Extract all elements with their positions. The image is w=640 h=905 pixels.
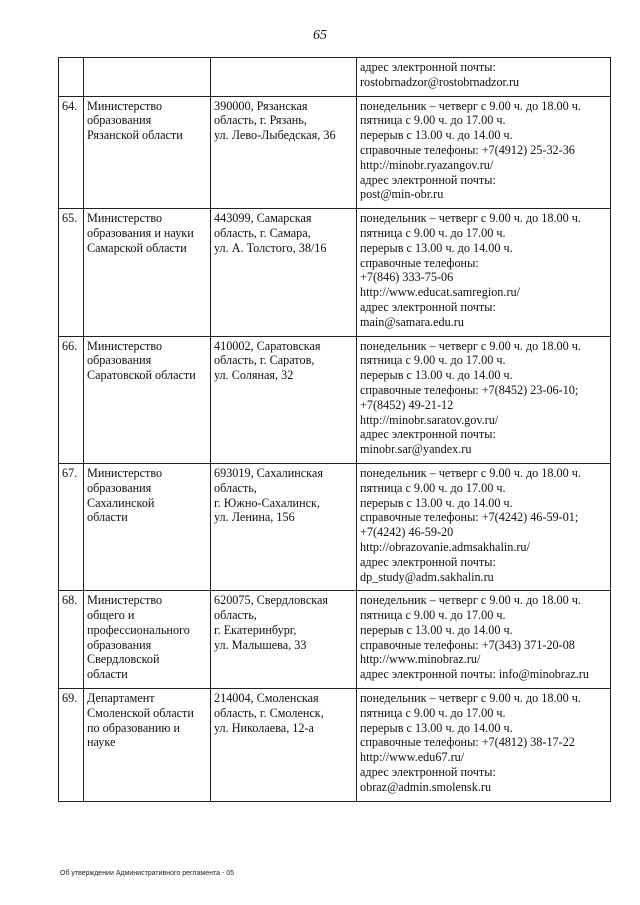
agency-name-line: Департамент	[87, 691, 155, 706]
agency-name-line: Министерство	[87, 465, 163, 480]
cell-name	[84, 336, 211, 463]
contact-line: post@min-obr.ru	[360, 187, 444, 202]
agency-name-line: Министерство	[87, 593, 163, 608]
cell-contacts	[357, 96, 611, 209]
address-line: ул. А. Толстого, 38/16	[214, 240, 327, 255]
contact-line: справочные телефоны:	[360, 255, 479, 270]
agency-name-line: Министерство	[87, 98, 163, 113]
contact-line: перерыв с 13.00 ч. до 14.00 ч.	[360, 622, 513, 637]
address-line: 410002, Саратовская	[214, 338, 321, 353]
contact-line: справочные телефоны: +7(4912) 25-32-36	[360, 142, 575, 157]
address-line: 214004, Смоленская	[214, 691, 319, 706]
address-line: область,	[214, 480, 257, 495]
contact-line: rostobrnadzor@rostobrnadzor.ru	[360, 74, 520, 89]
contact-line: понедельник – четверг с 9.00 ч. до 18.00 ч.	[360, 211, 581, 226]
cell-number: 69.	[59, 689, 84, 802]
agency-name-line: образования	[87, 113, 152, 128]
contact-line: адрес электронной почты:	[360, 765, 496, 780]
agency-name-line: области	[87, 667, 128, 682]
contact-line: адрес электронной почты:	[360, 427, 496, 442]
contact-line: пятница с 9.00 ч. до 17.00 ч.	[360, 113, 506, 128]
agency-name-line: образования и науки	[87, 225, 194, 240]
contact-line: +7(4242) 46-59-20	[360, 525, 454, 540]
contact-line: справочные телефоны: +7(343) 371-20-08	[360, 637, 575, 652]
table-row	[59, 591, 611, 689]
cell-name	[84, 58, 211, 97]
cell-name	[84, 463, 211, 590]
contact-line: перерыв с 13.00 ч. до 14.00 ч.	[360, 128, 513, 143]
agency-name-line: Саратовской области	[87, 368, 196, 383]
contact-line: перерыв с 13.00 ч. до 14.00 ч.	[360, 240, 513, 255]
contact-line: справочные телефоны: +7(8452) 23-06-10;	[360, 382, 579, 397]
contact-line: +7(8452) 49-21-12	[360, 397, 454, 412]
contact-line: понедельник – четверг с 9.00 ч. до 18.00 ч.	[360, 593, 581, 608]
contact-line: адрес электронной почты: info@minobraz.ru	[360, 667, 589, 682]
agency-table-body	[59, 58, 611, 802]
contact-line: main@samara.edu.ru	[360, 314, 464, 329]
address-line: область, г. Смоленск,	[214, 705, 324, 720]
contact-line: пятница с 9.00 ч. до 17.00 ч.	[360, 608, 506, 623]
contact-line: понедельник – четверг с 9.00 ч. до 18.00 ч.	[360, 338, 581, 353]
address-line: г. Южно-Сахалинск,	[214, 495, 320, 510]
contact-line: справочные телефоны: +7(4242) 46-59-01;	[360, 510, 579, 525]
document-footer: Об утверждении Административного регламента - 05	[60, 870, 235, 877]
agency-name-line: Министерство	[87, 211, 163, 226]
agency-name-line: Свердловской	[87, 652, 160, 667]
address-line: ул. Николаева, 12-а	[214, 720, 314, 735]
cell-contacts	[357, 463, 611, 590]
address-line: область, г. Самара,	[214, 225, 311, 240]
agency-name-line: по образованию и	[87, 720, 181, 735]
cell-number: 68.	[59, 591, 84, 689]
cell-name	[84, 209, 211, 336]
cell-address	[211, 463, 357, 590]
agency-table	[58, 57, 611, 802]
cell-address	[211, 689, 357, 802]
contact-line: адрес электронной почты:	[360, 60, 496, 74]
cell-address	[211, 96, 357, 209]
agency-name-line: образования	[87, 353, 152, 368]
table-row	[59, 209, 611, 336]
contact-line: понедельник – четверг с 9.00 ч. до 18.00 ч.	[360, 98, 581, 113]
contact-line: пятница с 9.00 ч. до 17.00 ч.	[360, 705, 506, 720]
address-line: область, г. Рязань,	[214, 113, 307, 128]
agency-name-line: области	[87, 510, 128, 525]
cell-name	[84, 96, 211, 209]
cell-contacts	[357, 58, 611, 97]
address-line: г. Екатеринбург,	[214, 622, 297, 637]
address-line: ул. Малышева, 33	[214, 637, 307, 652]
agency-name-line: общего и	[87, 608, 135, 623]
cell-name	[84, 591, 211, 689]
cell-contacts	[357, 336, 611, 463]
address-line: ул. Лево-Лыбедская, 36	[214, 128, 336, 143]
contact-line: адрес электронной почты:	[360, 172, 496, 187]
contact-line: пятница с 9.00 ч. до 17.00 ч.	[360, 353, 506, 368]
contact-line: http://obrazovanie.admsakhalin.ru/	[360, 539, 530, 554]
cell-address	[211, 591, 357, 689]
agency-name-line: Самарской области	[87, 240, 187, 255]
contact-line: http://www.minobraz.ru/	[360, 652, 481, 667]
cell-address	[211, 58, 357, 97]
cell-address	[211, 209, 357, 336]
address-line: 620075, Свердловская	[214, 593, 329, 608]
contact-line: пятница с 9.00 ч. до 17.00 ч.	[360, 480, 506, 495]
agency-name-line: Смоленской области	[87, 705, 194, 720]
cell-contacts	[357, 209, 611, 336]
contact-line: справочные телефоны: +7(4812) 38-17-22	[360, 735, 575, 750]
contact-line: +7(846) 333-75-06	[360, 270, 454, 285]
cell-number	[59, 58, 84, 97]
contact-line: dp_study@adm.sakhalin.ru	[360, 569, 494, 584]
contact-line: адрес электронной почты:	[360, 299, 496, 314]
address-line: ул. Соляная, 32	[214, 368, 294, 383]
agency-name-line: образования	[87, 637, 152, 652]
table-row	[59, 689, 611, 802]
agency-name-line: науке	[87, 735, 116, 750]
table-row	[59, 463, 611, 590]
cell-contacts	[357, 591, 611, 689]
contact-line: http://www.edu67.ru/	[360, 750, 465, 765]
address-line: 443099, Самарская	[214, 211, 312, 226]
contact-line: minobr.sar@yandex.ru	[360, 442, 472, 457]
cell-name	[84, 689, 211, 802]
contact-line: пятница с 9.00 ч. до 17.00 ч.	[360, 225, 506, 240]
page-number: 65	[313, 28, 327, 43]
contact-line: понедельник – четверг с 9.00 ч. до 18.00 ч.	[360, 691, 581, 706]
address-line: область, г. Саратов,	[214, 353, 315, 368]
table-row	[59, 96, 611, 209]
address-line: 390000, Рязанская	[214, 98, 308, 113]
contact-line: адрес электронной почты:	[360, 554, 496, 569]
agency-name-line: Сахалинской	[87, 495, 155, 510]
cell-contacts	[357, 689, 611, 802]
contact-line: перерыв с 13.00 ч. до 14.00 ч.	[360, 720, 513, 735]
agency-name-line: Рязанской области	[87, 128, 183, 143]
contact-line: перерыв с 13.00 ч. до 14.00 ч.	[360, 495, 513, 510]
agency-name-line: профессионального	[87, 622, 190, 637]
table-row	[59, 336, 611, 463]
cell-number: 65.	[59, 209, 84, 336]
address-line: 693019, Сахалинская	[214, 465, 323, 480]
address-line: ул. Ленина, 156	[214, 510, 295, 525]
agency-name-line: Министерство	[87, 338, 163, 353]
table-row-continuation	[59, 58, 611, 97]
contact-line: http://minobr.saratov.gov.ru/	[360, 412, 499, 427]
cell-address	[211, 336, 357, 463]
agency-name-line: образования	[87, 480, 152, 495]
contact-line: перерыв с 13.00 ч. до 14.00 ч.	[360, 368, 513, 383]
cell-number: 67.	[59, 463, 84, 590]
contact-line: obraz@admin.smolensk.ru	[360, 779, 492, 794]
cell-number: 66.	[59, 336, 84, 463]
address-line: область,	[214, 608, 257, 623]
contact-line: http://minobr.ryazangov.ru/	[360, 157, 494, 172]
contact-line: понедельник – четверг с 9.00 ч. до 18.00 ч.	[360, 465, 581, 480]
contact-line: http://www.educat.samregion.ru/	[360, 285, 520, 300]
cell-number: 64.	[59, 96, 84, 209]
